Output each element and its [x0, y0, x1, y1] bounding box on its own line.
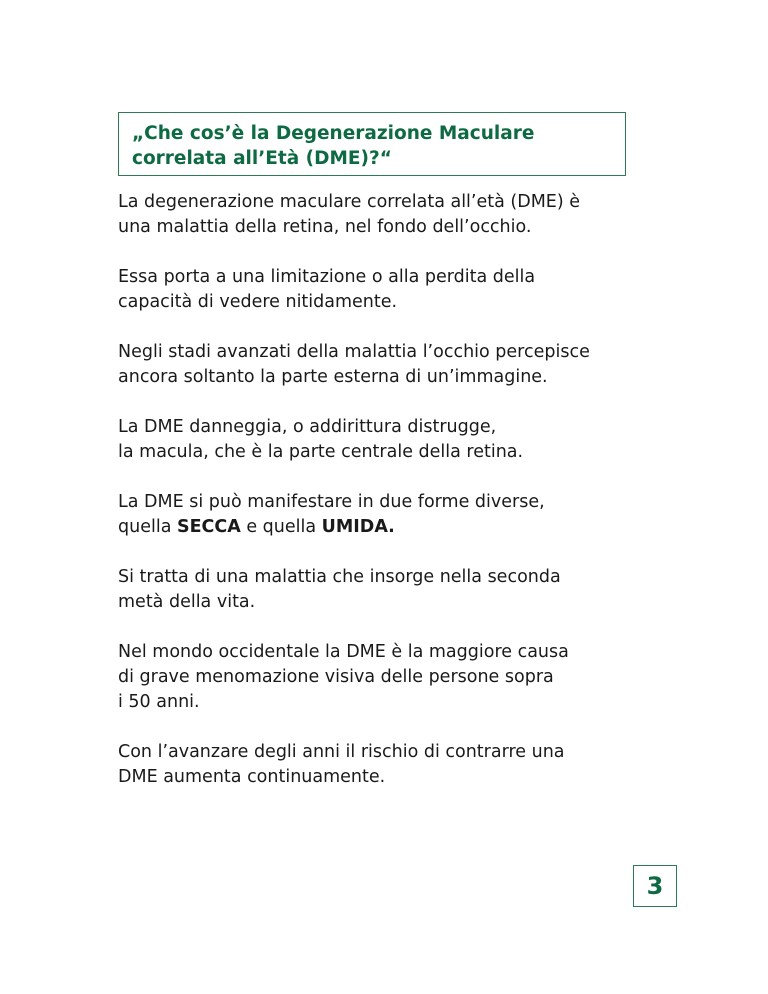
title-line-1: „Che cos’è la Degenerazione Maculare [132, 123, 535, 144]
paragraph-5-line-1: La DME si può manifestare in due forme diverse, [118, 492, 545, 512]
paragraph-5-middle: e quella [240, 517, 322, 537]
page-title [132, 121, 613, 171]
paragraph-3: Negli stadi avanzati della malattia l’occhio percepisce ancora soltanto la parte esterna di un’immagine. [118, 342, 590, 387]
title-box [118, 112, 626, 176]
paragraph-6: Si tratta di una malattia che insorge nella seconda metà della vita. [118, 567, 561, 612]
paragraph-4: La DME danneggia, o addirittura distrugge, la macula, che è la parte centrale della retina. [118, 417, 524, 462]
paragraph-5 [118, 490, 658, 540]
page-number: 3 [633, 865, 677, 907]
title-line-2: correlata all’Età (DME)?“ [132, 148, 392, 169]
paragraph-5-prefix: quella [118, 517, 177, 537]
umida-keyword: UMIDA. [321, 517, 395, 537]
body-text [118, 190, 658, 815]
paragraph-1: La degenerazione maculare correlata all’età (DME) è una malattia della retina, nel fondo dell’occhio. [118, 192, 581, 237]
paragraph-8: Con l’avanzare degli anni il rischio di contrarre una DME aumenta continuamente. [118, 742, 565, 787]
secca-keyword: SECCA [176, 517, 241, 537]
paragraph-2: Essa porta a una limitazione o alla perdita della capacità di vedere nitidamente. [118, 267, 536, 312]
paragraph-7: Nel mondo occidentale la DME è la maggiore causa di grave menomazione visiva delle persone sopra i 50 anni. [118, 642, 569, 712]
